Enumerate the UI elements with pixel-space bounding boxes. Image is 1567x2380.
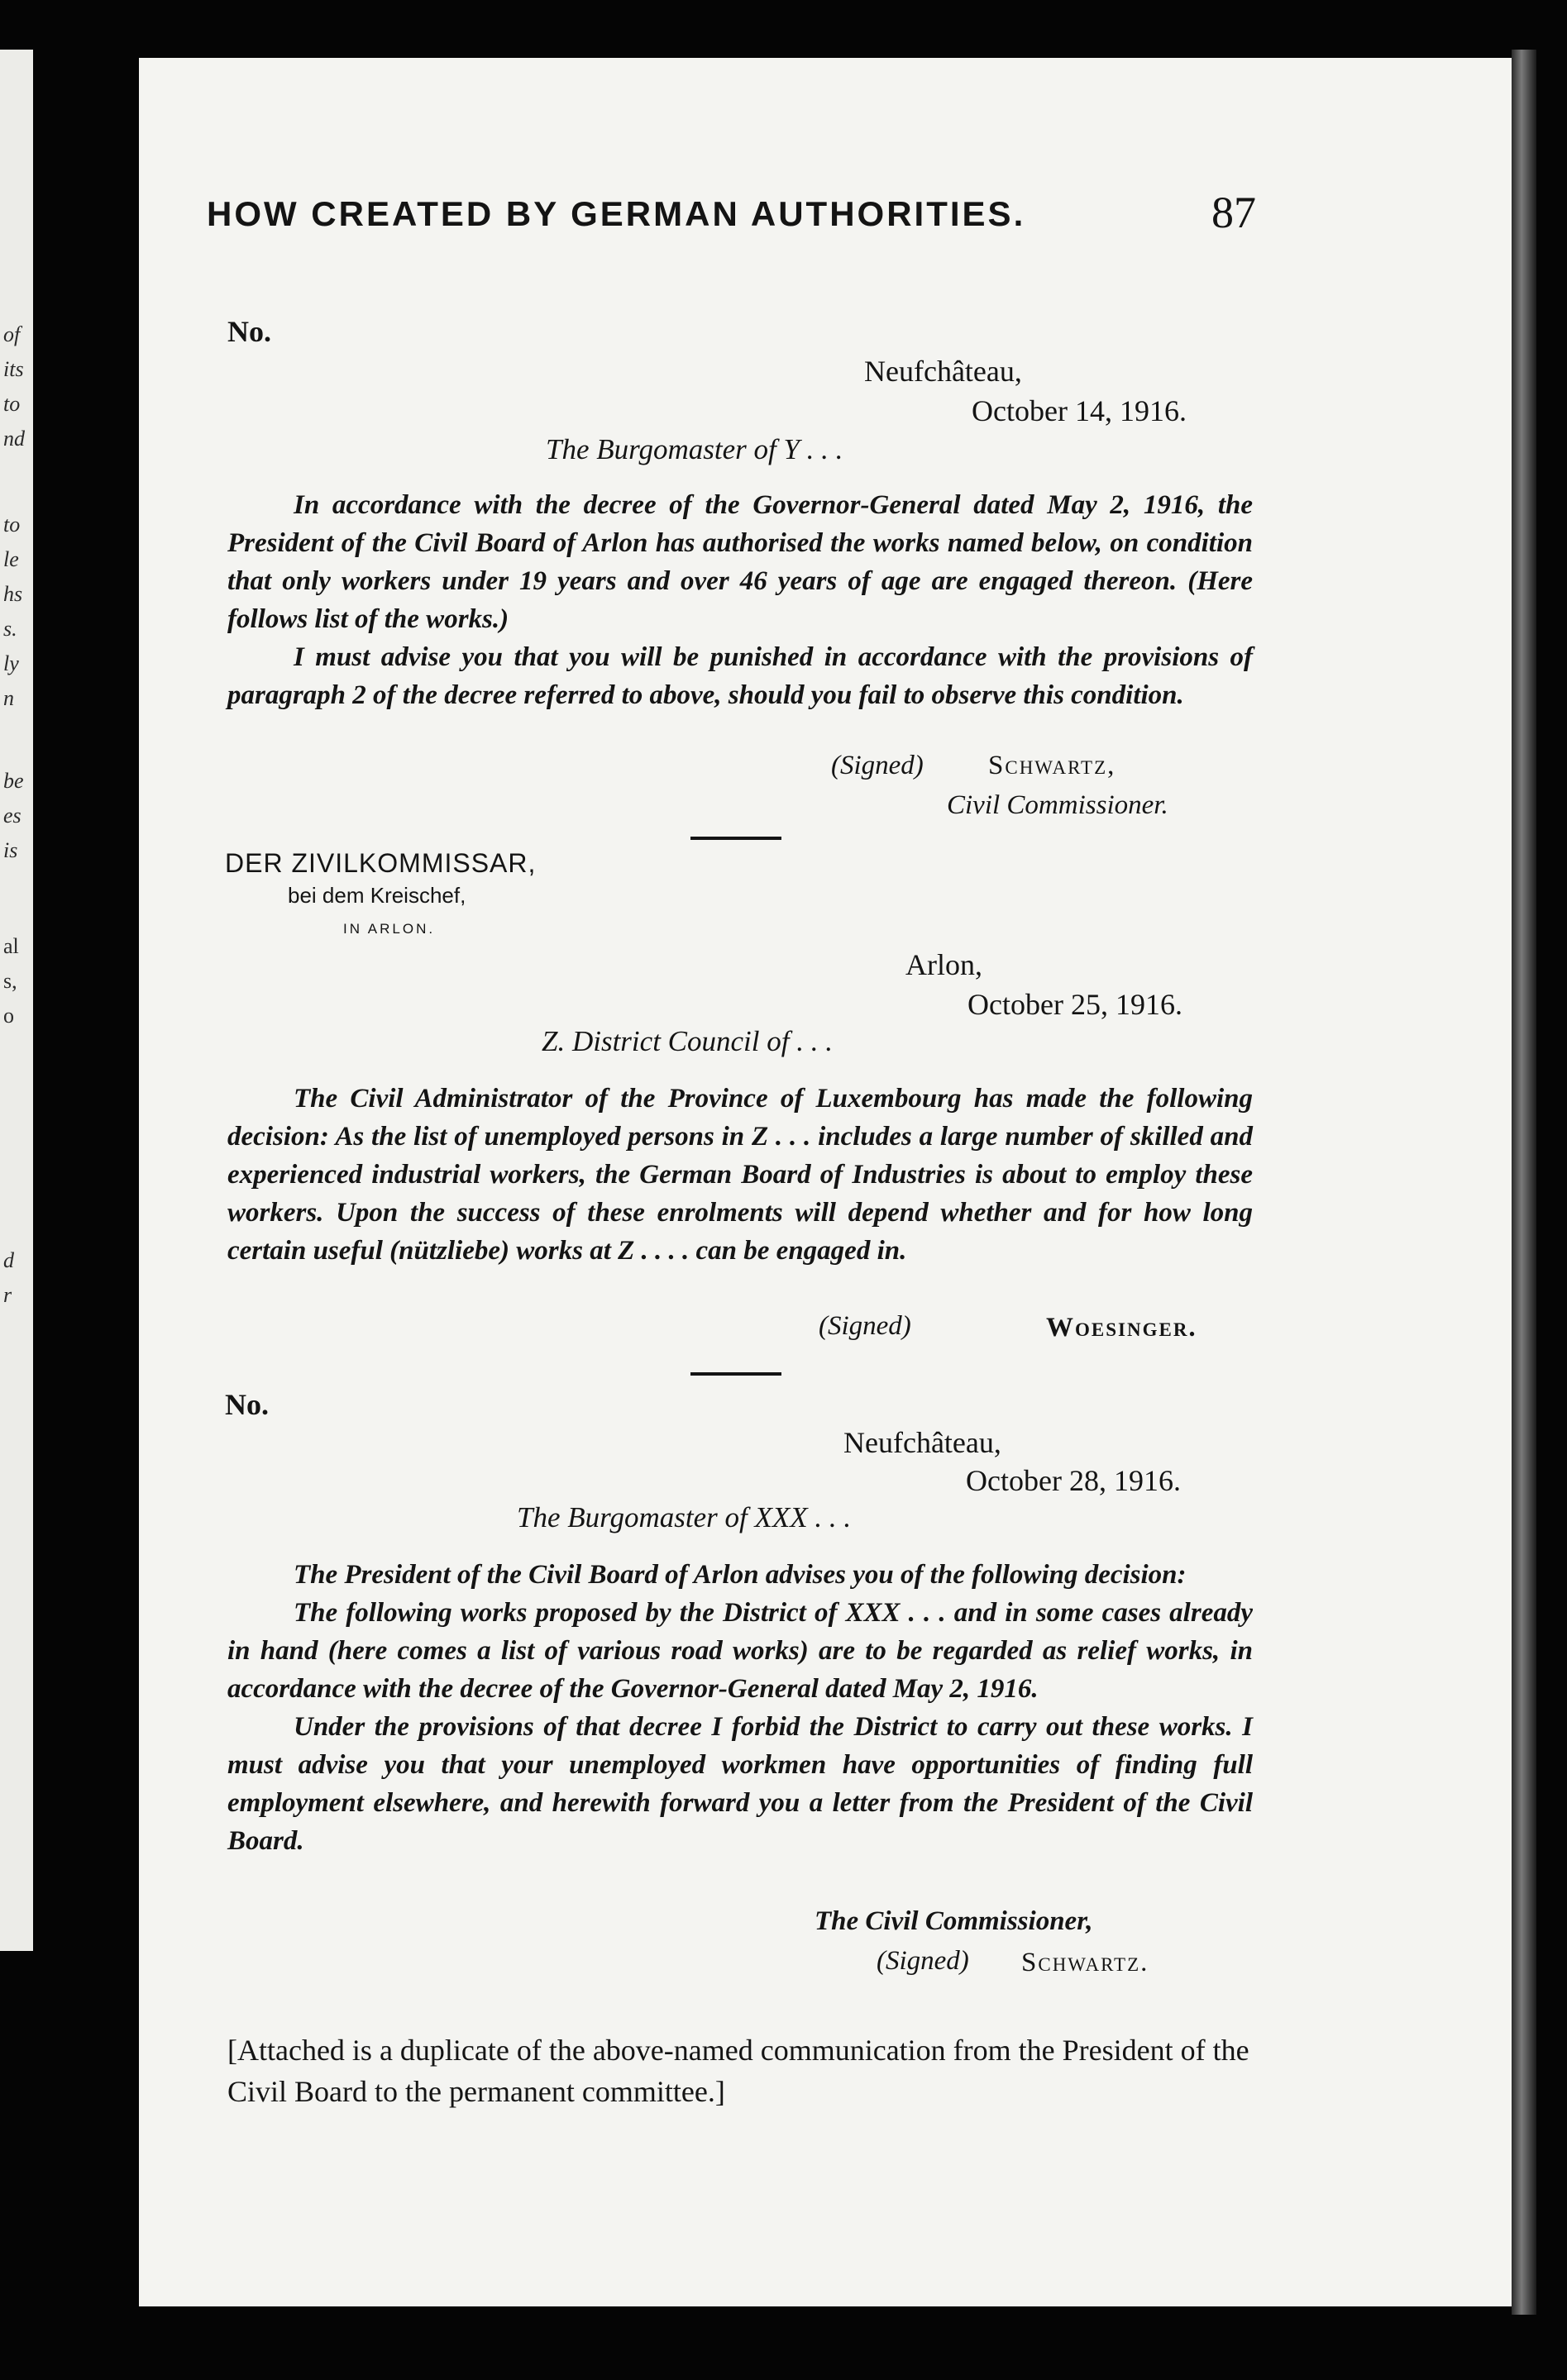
letter3-body [227, 1556, 1253, 1860]
running-header: HOW CREATED BY GERMAN AUTHORITIES. [207, 194, 1026, 233]
letter1-paragraph: In accordance with the decree of the Governor-General dated May 2, 1916, the President of the Civil Board of Arlon has authorised the works named below, on condition that only workers under 19 years and over 46 years of age are engaged thereon. (Here follows list of the works.) [227, 490, 1253, 634]
section-divider [690, 1372, 781, 1376]
adjacent-page-fragment [0, 50, 33, 1951]
margin-fragment: nd [3, 427, 25, 451]
page-number: 87 [1211, 188, 1256, 237]
letter2-place: Arlon, [905, 948, 982, 981]
letter1-body [227, 486, 1253, 714]
letter3-place: Neufchâteau, [843, 1426, 1001, 1459]
letter1-signer: Schwartz, [988, 751, 1116, 780]
letterhead-title: DER ZIVILKOMMISSAR, [225, 848, 537, 878]
margin-fragment: s, [3, 969, 17, 993]
letter1-number: No. [227, 315, 271, 348]
letter1-signed: (Signed) [831, 751, 924, 780]
letter3-closing: The Civil Commissioner, [815, 1906, 1093, 1936]
letter3-signer: Schwartz. [1021, 1948, 1149, 1977]
margin-fragment: s. [3, 617, 17, 641]
margin-fragment: to [3, 392, 21, 416]
letter3-number: No. [225, 1388, 269, 1421]
margin-fragment: n [3, 686, 14, 710]
letter1-paragraph: I must advise you that you will be punished in accordance with the provisions of paragraph 2 of the decree referred to above, should you fail to observe this condition. [227, 642, 1253, 710]
letterhead-subtitle: bei dem Kreischef, [288, 883, 466, 908]
letter3-date: October 28, 1916. [966, 1464, 1181, 1497]
letter3-signed: (Signed) [877, 1946, 969, 1976]
letter2-signer: Woesinger. [1046, 1313, 1197, 1343]
margin-fragment: ly [3, 651, 19, 675]
margin-fragment: its [3, 357, 24, 381]
letterhead-location: IN ARLON. [343, 921, 436, 937]
editorial-note: [Attached is a duplicate of the above-named communication from the President of the Civil Board to the permanent committee.] [227, 2034, 1249, 2108]
margin-fragment: r [3, 1283, 12, 1307]
margin-fragment: d [3, 1248, 14, 1272]
letter2-body [227, 1080, 1253, 1270]
letter1-place: Neufchâteau, [864, 355, 1022, 388]
letter3-paragraph: The President of the Civil Board of Arlon advises you of the following decision: [294, 1560, 1187, 1590]
letter3-addressee: The Burgomaster of XXX . . . [517, 1501, 852, 1533]
section-divider [690, 837, 781, 840]
letter1-date: October 14, 1916. [972, 394, 1187, 427]
margin-fragment: to [3, 513, 21, 537]
letter2-date: October 25, 1916. [967, 988, 1182, 1021]
margin-fragment: es [3, 804, 21, 828]
margin-fragment: is [3, 838, 18, 862]
letter2-paragraph: The Civil Administrator of the Province of Luxembourg has made the following decision: As the list of unemployed persons in Z . . . includes a large number of skilled and experienced industrial workers, the German Board of Industries is about to employ these workers. Upon the success of these enrolments will depend whether and for how long certain useful (nützliebe) works at Z . . . . can be engaged in. [227, 1084, 1253, 1266]
letter3-paragraph: Under the provisions of that decree I forbid the District to carry out these works. I must advise you that your unemployed workmen have opportunities of finding full employment elsewhere, and herewith forward you a letter from the President of the Civil Board. [227, 1712, 1253, 1856]
margin-fragment: of [3, 322, 21, 346]
margin-fragment: le [3, 547, 19, 571]
letter2-signed: (Signed) [819, 1311, 911, 1341]
margin-fragment: hs [3, 582, 23, 606]
margin-fragment: be [3, 769, 24, 793]
page-edge [1512, 50, 1536, 2315]
letter1-addressee: The Burgomaster of Y . . . [546, 433, 843, 465]
letter3-paragraph: The following works proposed by the District of XXX . . . and in some cases already in hand (here comes a list of various road works) are to be regarded as relief works, in accordance with the decree of the Governor-General dated May 2, 1916. [227, 1598, 1253, 1704]
margin-fragment: al [3, 934, 19, 958]
letter1-signer-title: Civil Commissioner. [947, 790, 1168, 820]
letter2-addressee: Z. District Council of . . . [542, 1025, 833, 1057]
margin-fragment: o [3, 1004, 14, 1028]
